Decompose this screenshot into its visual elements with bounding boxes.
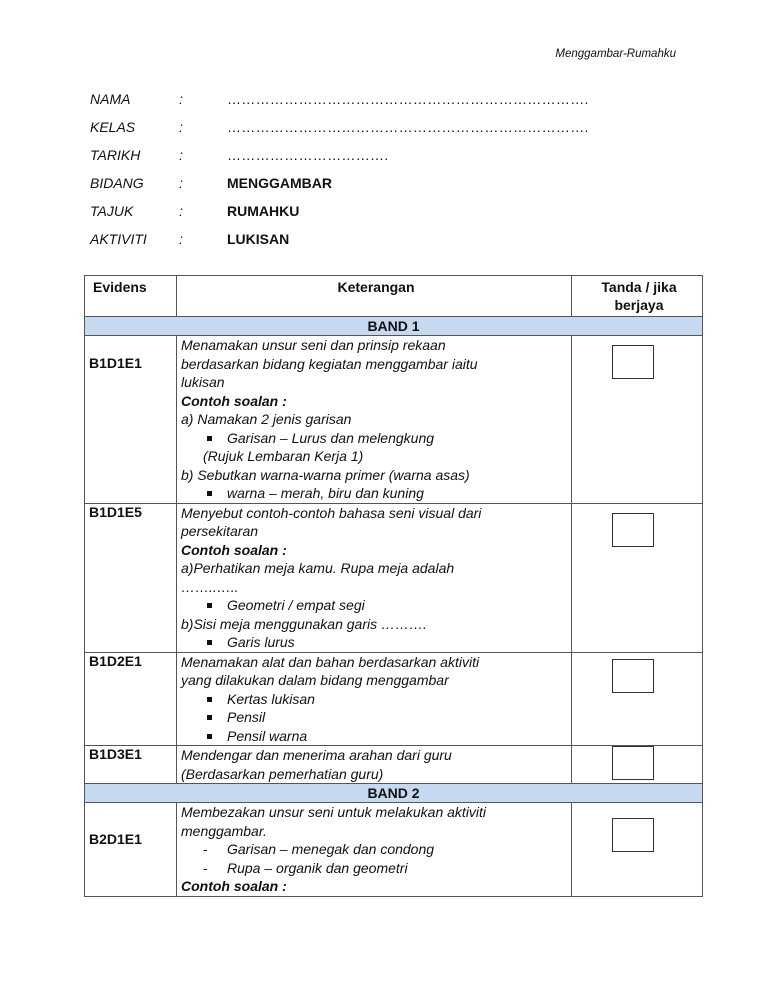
info-colon: :	[179, 231, 183, 247]
document-header-title: Menggambar-Rumahku	[555, 48, 676, 60]
evidence-code: B1D1E5	[85, 503, 177, 652]
list-item-text: Pensil	[227, 709, 266, 725]
desc-line: a) Namakan 2 jenis garisan	[181, 411, 352, 427]
list-item-text: Garisan – Lurus dan melengkung	[227, 429, 435, 446]
list-item	[181, 484, 571, 503]
list-item-text: Kertas lukisan	[227, 690, 315, 707]
list-item-text: Garis lurus	[227, 634, 295, 650]
evidence-description	[177, 652, 572, 746]
rubric-table	[84, 275, 703, 897]
desc-line: b)Sisi meja menggunakan garis ……….	[181, 615, 427, 632]
info-value-aktiviti: LUKISAN	[227, 231, 290, 247]
table-row	[85, 652, 703, 746]
success-checkbox[interactable]	[612, 659, 654, 693]
evidence-description	[177, 336, 572, 504]
info-value-kelas[interactable]: ………………………………………………………………….	[227, 119, 589, 135]
dash-marker: -	[203, 841, 208, 857]
evidence-code-text: B1D1E1	[89, 355, 142, 372]
evidence-code-text: B2D1E1	[89, 831, 142, 848]
success-mark-cell	[572, 336, 703, 504]
table-row	[85, 336, 703, 504]
info-label: KELAS	[90, 119, 136, 135]
evidence-description	[177, 503, 572, 652]
list-item-text: Garisan – menegak dan condong	[227, 841, 435, 857]
dash-marker: -	[203, 859, 208, 876]
info-colon: :	[179, 147, 183, 163]
header-evidens: Evidens	[85, 276, 177, 317]
success-mark-cell	[572, 652, 703, 746]
evidence-code	[85, 803, 177, 897]
table-header-row	[85, 276, 703, 317]
desc-line: b) Sebutkan warna-warna primer (warna asas)	[181, 466, 470, 483]
evidence-description	[177, 803, 572, 897]
header-keterangan: Keterangan	[177, 276, 572, 317]
list-item	[181, 840, 571, 859]
desc-line: yang dilakukan dalam bidang menggambar	[181, 672, 449, 688]
band-1-label: BAND 1	[85, 317, 703, 336]
info-label: NAMA	[90, 91, 131, 107]
desc-line: Menamakan alat dan bahan berdasarkan aktiviti	[181, 653, 480, 670]
desc-line: lukisan	[181, 374, 225, 390]
info-label: BIDANG	[90, 175, 144, 191]
table-row	[85, 746, 703, 784]
success-mark-cell	[572, 503, 703, 652]
info-label: TAJUK	[90, 203, 134, 219]
list-item-text: Geometri / empat segi	[227, 597, 365, 613]
evidence-code: B1D2E1	[85, 652, 177, 746]
table-row	[85, 803, 703, 897]
list-item	[181, 690, 571, 709]
desc-line: persekitaran	[181, 523, 259, 539]
success-checkbox[interactable]	[612, 513, 654, 547]
desc-line: ……..…..	[181, 578, 239, 595]
info-value-bidang: MENGGAMBAR	[227, 175, 332, 191]
band-1-row	[85, 317, 703, 336]
desc-line: berdasarkan bidang kegiatan menggambar iaitu	[181, 355, 478, 372]
list-item	[181, 429, 571, 448]
list-item	[181, 708, 571, 727]
list-item-text: Rupa – organik dan geometri	[227, 859, 408, 876]
info-colon: :	[179, 203, 183, 219]
list-item	[181, 859, 571, 878]
desc-line: Membezakan unsur seni untuk melakukan aktiviti	[181, 804, 487, 820]
desc-line: Mendengar dan menerima arahan dari guru	[181, 747, 452, 763]
success-mark-cell	[572, 803, 703, 897]
desc-line: Contoh soalan :	[181, 392, 287, 409]
info-value-tajuk: RUMAHKU	[227, 203, 300, 219]
desc-line: Menyebut contoh-contoh bahasa seni visual dari	[181, 504, 482, 521]
success-checkbox[interactable]	[612, 746, 654, 780]
desc-line: (Rujuk Lembaran Kerja 1)	[203, 448, 364, 464]
table-row	[85, 503, 703, 652]
evidence-code	[85, 336, 177, 504]
band-2-row	[85, 784, 703, 803]
info-value-tarikh[interactable]: …………………………….	[227, 147, 389, 163]
desc-line: Contoh soalan :	[181, 878, 287, 894]
band-2-label: BAND 2	[85, 784, 703, 803]
success-checkbox[interactable]	[612, 818, 654, 852]
list-item-text: warna – merah, biru dan kuning	[227, 485, 424, 501]
success-mark-cell	[572, 746, 703, 784]
list-item	[181, 633, 571, 652]
list-item-text: Pensil warna	[227, 727, 308, 744]
evidence-description	[177, 746, 572, 784]
success-checkbox[interactable]	[612, 345, 654, 379]
evidence-code: B1D3E1	[85, 746, 177, 784]
info-colon: :	[179, 91, 183, 107]
desc-line: Contoh soalan :	[181, 541, 287, 558]
desc-line: (Berdasarkan pemerhatian guru)	[181, 765, 384, 782]
info-label: AKTIVITI	[90, 231, 147, 247]
desc-line: a)Perhatikan meja kamu. Rupa meja adalah	[181, 560, 455, 576]
list-item	[181, 727, 571, 746]
info-value-nama[interactable]: ………………………………………………………………….	[227, 91, 589, 107]
info-colon: :	[179, 175, 183, 191]
desc-line: menggambar.	[181, 822, 267, 839]
info-colon: :	[179, 119, 183, 135]
header-tanda: Tanda / jika berjaya	[572, 276, 703, 317]
list-item	[181, 596, 571, 615]
desc-line: Menamakan unsur seni dan prinsip rekaan	[181, 337, 446, 353]
info-label: TARIKH	[90, 147, 141, 163]
